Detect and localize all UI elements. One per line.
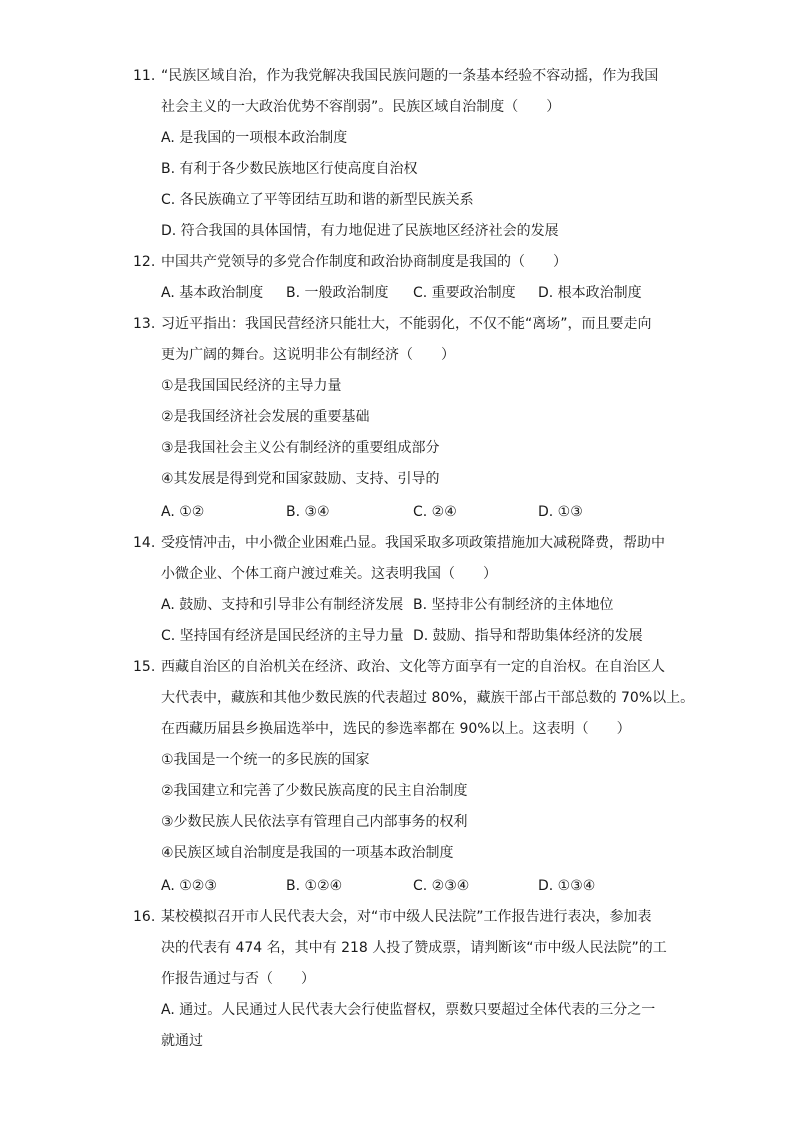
statement-2: ②是我国经济社会发展的重要基础 — [161, 409, 370, 425]
statement-3: ③是我国社会主义公有制经济的重要组成部分 — [161, 440, 440, 456]
statement-2: ②我国建立和完善了少数民族高度的民主自治制度 — [161, 783, 468, 799]
option-b: B. ③④ — [286, 504, 330, 520]
question-stem-line: 社会主义的一大政治优势不容削弱”。民族区域自治制度（ ） — [161, 99, 561, 115]
question-stem-line: 在西藏历届县乡换届选举中，选民的参选率都在 90%以上。这表明（ ） — [161, 721, 631, 737]
question-number: 16. — [133, 909, 156, 925]
options-row — [161, 502, 721, 522]
question-stem-line: 更为广阔的舞台。这说明非公有制经济（ ） — [161, 347, 455, 363]
statement-1: ①是我国国民经济的主导力量 — [161, 378, 342, 394]
option-d: D. 根本政治制度 — [538, 285, 642, 301]
statement-1: ①我国是一个统一的多民族的国家 — [161, 752, 370, 768]
option-d: D. 鼓励、指导和帮助集体经济的发展 — [413, 628, 643, 644]
option-d: D. ①③ — [538, 504, 583, 520]
option-c: C. 坚持国有经济是国民经济的主导力量 — [161, 628, 404, 644]
question-stem-line: 西藏自治区的自治机关在经济、政治、文化等方面享有一定的自治权。在自治区人 — [161, 659, 665, 675]
question-number: 12. — [133, 254, 156, 270]
option-d: D. 符合我国的具体国情，有力地促进了民族地区经济社会的发展 — [161, 223, 559, 239]
option-a: A. 基本政治制度 — [161, 285, 264, 301]
option-c: C. ②③④ — [413, 878, 470, 894]
question-number: 11. — [133, 68, 156, 84]
statement-3: ③少数民族人民依法享有管理自己内部事务的权利 — [161, 814, 468, 830]
options-row — [161, 283, 721, 303]
question-number: 13. — [133, 316, 156, 332]
options-row — [161, 595, 721, 615]
option-a: A. 是我国的一项根本政治制度 — [161, 130, 348, 146]
option-a-continued: 就通过 — [161, 1033, 203, 1049]
question-stem-line: 决的代表有 474 名，其中有 218 人投了赞成票，请判断该“市中级人民法院”的工 — [161, 940, 667, 956]
question-stem-line: 某校模拟召开市人民代表大会，对“市中级人民法院”工作报告进行表决，参加表 — [161, 909, 652, 925]
statement-4: ④民族区域自治制度是我国的一项基本政治制度 — [161, 845, 454, 861]
option-d: D. ①③④ — [538, 878, 596, 894]
question-stem-line: 作报告通过与否（ ） — [161, 971, 315, 987]
question-number: 14. — [133, 535, 156, 551]
question-stem-line: 大代表中，藏族和其他少数民族的代表超过 80%，藏族干部占干部总数的 70%以上。 — [161, 690, 695, 706]
option-b: B. 有利于各少数民族地区行使高度自治权 — [161, 161, 418, 177]
option-a: A. 通过。人民通过人民代表大会行使监督权，票数只要超过全体代表的三分之一 — [161, 1002, 656, 1018]
question-stem-line: 习近平指出：我国民营经济只能壮大，不能弱化，不仅不能“离场”，而且要走向 — [161, 316, 652, 332]
option-c: C. 各民族确立了平等团结互助和谐的新型民族关系 — [161, 192, 474, 208]
statement-4: ④其发展是得到党和国家鼓励、支持、引导的 — [161, 471, 440, 487]
question-stem-line: 中国共产党领导的多党合作制度和政治协商制度是我国的（ ） — [161, 254, 567, 270]
option-c: C. 重要政治制度 — [413, 285, 516, 301]
option-a: A. ①②③ — [161, 878, 217, 894]
option-b: B. 一般政治制度 — [286, 285, 389, 301]
option-a: A. 鼓励、支持和引导非公有制经济发展 — [161, 597, 404, 613]
question-stem-line: 小微企业、个体工商户渡过难关。这表明我国（ ） — [161, 566, 497, 582]
option-b: B. ①②④ — [286, 878, 343, 894]
options-row — [161, 626, 721, 646]
option-c: C. ②④ — [413, 504, 457, 520]
question-stem-line: “民族区域自治，作为我党解决我国民族问题的一条基本经验不容动摇，作为我国 — [161, 68, 659, 84]
option-b: B. 坚持非公有制经济的主体地位 — [413, 597, 614, 613]
question-stem-line: 受疫情冲击，中小微企业困难凸显。我国采取多项政策措施加大减税降费，帮助中 — [161, 535, 665, 551]
option-a: A. ①② — [161, 504, 205, 520]
options-row — [161, 876, 721, 896]
question-number: 15. — [133, 659, 156, 675]
